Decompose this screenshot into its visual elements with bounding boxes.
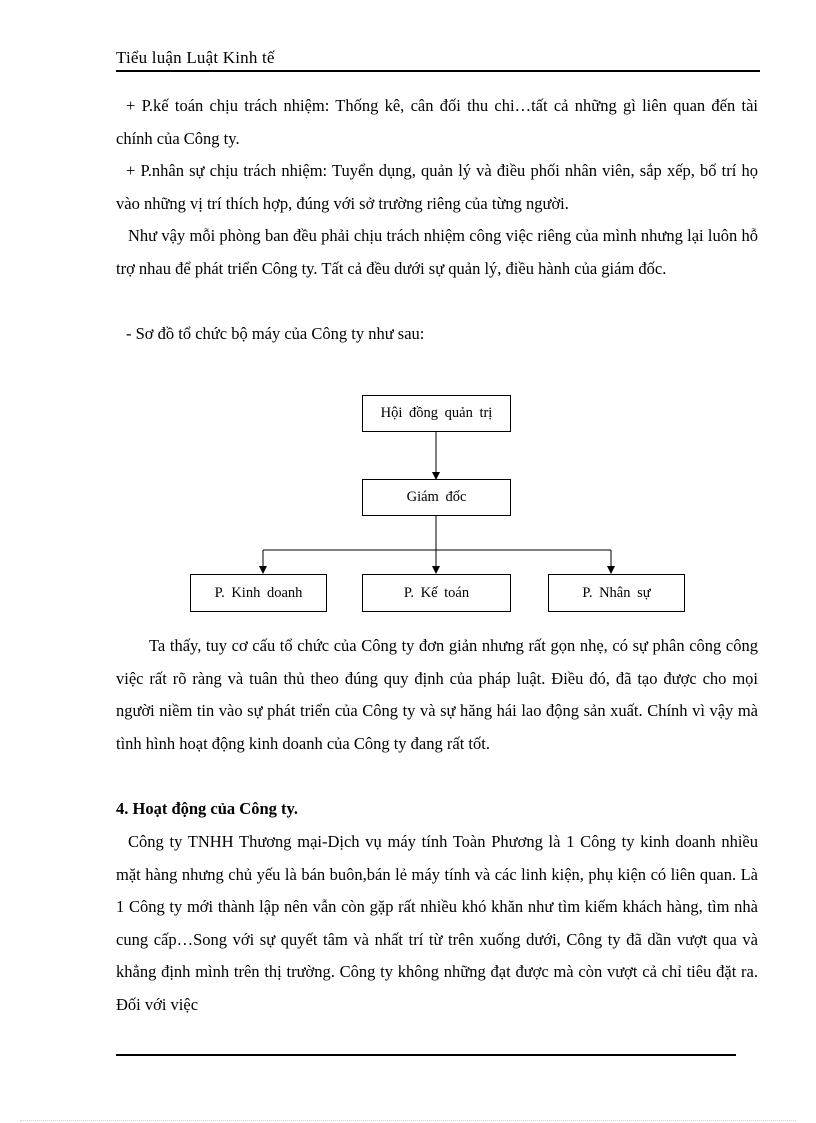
paragraph-org-chart-intro: - Sơ đồ tổ chức bộ máy của Công ty như sau: xyxy=(126,324,425,343)
org-box-sales-dept: P. Kinh doanh xyxy=(190,574,327,612)
paragraph-company-activities: Công ty TNHH Thương mại-Dịch vụ máy tính Toàn Phương là 1 Công ty kinh doanh nhiều mặt hàng nhưng chủ yếu là bán buôn,bán lẻ máy tính và các linh kiện, phụ kiện có liên quan. Là 1 Công ty mới thành lập nên vẫn còn gặp rất nhiều khó khăn như tìm kiếm khách hàng, tìm nhà cung cấp…Song với sự quyết tâm và nhất trí từ trên xuống dưới, Công ty đã dần vượt qua và khẳng định mình trên thị trường. Công ty không những đạt được mà còn vượt cả chỉ tiêu đặt ra. Đối với việc xyxy=(116,832,758,1014)
org-box-hr-dept: P. Nhân sự xyxy=(548,574,685,612)
org-box-director: Giám đốc xyxy=(362,479,511,516)
header-divider xyxy=(116,70,760,72)
header-title: Tiểu luận Luật Kinh tế xyxy=(116,48,275,67)
paragraph-accounting-dept: + P.kế toán chịu trách nhiệm: Thống kê, cân đối thu chi…tất cả những gì liên quan đến tài chính của Công ty. xyxy=(116,96,758,148)
footer-divider xyxy=(116,1054,736,1056)
paragraph-structure-assessment: Ta thấy, tuy cơ cấu tổ chức của Công ty đơn giản nhưng rất gọn nhẹ, có sự phân công công việc rất rõ ràng và tuân thủ theo đúng quy định của pháp luật. Điều đó, đã tạo được cho mọi người niềm tin vào sự phát triển của Công ty và sự hăng hái lao động sản xuất. Chính vì vậy mà tình hình hoạt động kinh doanh của Công ty đang rất tốt. xyxy=(116,636,758,753)
page-bottom-edge xyxy=(20,1120,796,1121)
paragraph-departments-summary: Như vậy mỗi phòng ban đều phải chịu trách nhiệm công việc riêng của mình nhưng lại luôn hỗ trợ nhau để phát triển Công ty. Tất cả đều dưới sự quản lý, điều hành của giám đốc. xyxy=(116,226,758,278)
paragraph-hr-dept: + P.nhân sự chịu trách nhiệm: Tuyển dụng, quản lý và điều phối nhân viên, sắp xếp, bố trí họ vào những vị trí thích hợp, đúng với sở trường riêng của từng người. xyxy=(116,161,758,213)
section-heading: 4. Hoạt động của Công ty. xyxy=(116,799,298,818)
org-box-board: Hội đồng quản trị xyxy=(362,395,511,432)
org-box-accounting-dept: P. Kế toán xyxy=(362,574,511,612)
